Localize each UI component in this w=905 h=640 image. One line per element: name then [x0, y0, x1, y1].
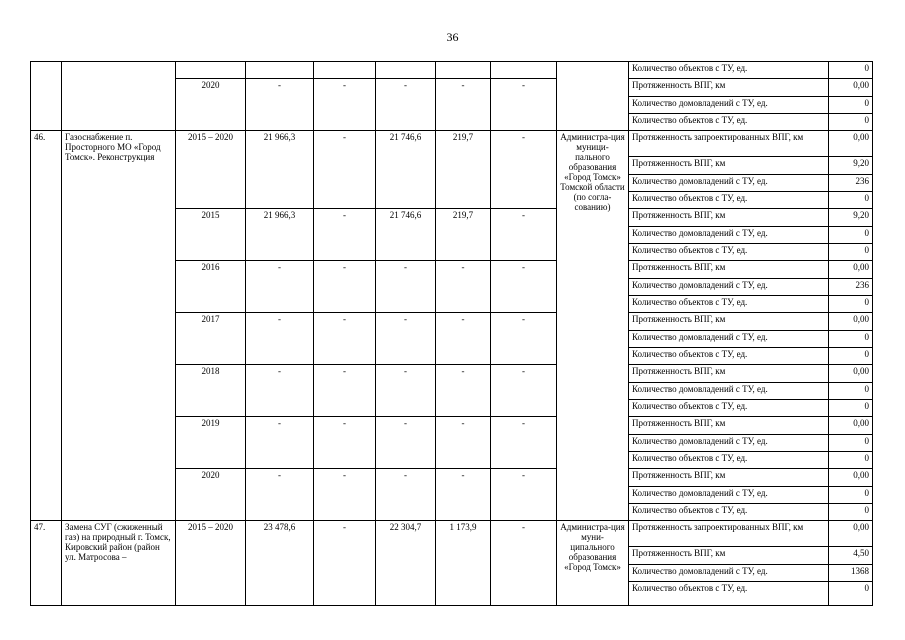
indicator-value: 0	[829, 192, 873, 209]
funding-cell: 219,7	[436, 209, 491, 261]
funding-cell: -	[491, 365, 557, 417]
indicator-label: Протяженность ВПГ, км	[629, 261, 829, 279]
funding-cell: -	[314, 365, 376, 417]
executor-cell: Администра-ция муни-ципального образования «Город Томск»	[557, 521, 629, 606]
funding-cell: -	[376, 79, 436, 131]
indicator-value: 0	[829, 504, 873, 521]
funding-cell: -	[376, 365, 436, 417]
year-cell: 2017	[176, 313, 246, 365]
funding-cell: -	[491, 209, 557, 261]
year-cell: 2020	[176, 469, 246, 521]
indicator-label: Протяженность ВПГ, км	[629, 365, 829, 383]
number-cell	[31, 62, 62, 131]
total-cell: 23 478,6	[246, 521, 314, 606]
year-cell: 2015	[176, 209, 246, 261]
funding-cell: 21 746,6	[376, 209, 436, 261]
funding-cell: -	[376, 313, 436, 365]
funding-cell: -	[491, 79, 557, 131]
funding-cell: -	[314, 313, 376, 365]
indicator-value: 0	[829, 487, 873, 504]
indicator-value: 0,00	[829, 313, 873, 331]
indicator-value: 236	[829, 279, 873, 296]
item-name: Замена СУГ (сжиженный газ) на природный г. Томск, Кировский район (район ул. Матросова –	[62, 521, 176, 606]
indicator-label: Протяженность запроектированных ВПГ, км	[629, 131, 829, 157]
funding-cell: -	[314, 79, 376, 131]
funding-cell: -	[436, 79, 491, 131]
funding-cell: -	[376, 469, 436, 521]
indicator-value: 0,00	[829, 417, 873, 435]
indicator-label: Количество объектов с ТУ, ед.	[629, 348, 829, 365]
year-cell: 2020	[176, 79, 246, 131]
year-cell: 2015 – 2020	[176, 521, 246, 606]
indicator-value: 1368	[829, 565, 873, 582]
total-cell: -	[246, 417, 314, 469]
indicator-value: 0,00	[829, 365, 873, 383]
funding-cell: -	[314, 209, 376, 261]
table-body	[31, 62, 873, 606]
indicator-label: Протяженность ВПГ, км	[629, 79, 829, 97]
indicator-label: Количество домовладений с ТУ, ед.	[629, 175, 829, 192]
indicator-label: Количество домовладений с ТУ, ед.	[629, 435, 829, 452]
funding-cell: -	[491, 131, 557, 209]
indicator-value: 0	[829, 62, 873, 79]
indicator-value: 0,00	[829, 521, 873, 547]
funding-cell	[491, 62, 557, 79]
year-cell: 2019	[176, 417, 246, 469]
total-cell	[246, 62, 314, 79]
indicator-label: Количество объектов с ТУ, ед.	[629, 296, 829, 313]
program-table	[30, 61, 873, 606]
funding-cell: -	[491, 469, 557, 521]
funding-cell: -	[436, 417, 491, 469]
item-number: 47.	[31, 521, 62, 606]
funding-cell: -	[376, 417, 436, 469]
indicator-label: Количество домовладений с ТУ, ед.	[629, 97, 829, 114]
table-row	[31, 521, 873, 547]
table-row	[31, 131, 873, 157]
funding-cell: -	[491, 521, 557, 606]
indicator-label: Протяженность ВПГ, км	[629, 469, 829, 487]
name-cell	[62, 62, 176, 131]
item-name: Газоснабжение п. Просторного МО «Город Томск». Реконструкция	[62, 131, 176, 521]
total-cell: -	[246, 365, 314, 417]
year-cell: 2015 – 2020	[176, 131, 246, 209]
indicator-label: Количество домовладений с ТУ, ед.	[629, 487, 829, 504]
indicator-value: 0	[829, 296, 873, 313]
funding-cell: -	[436, 365, 491, 417]
indicator-value: 0	[829, 452, 873, 469]
funding-cell: -	[491, 313, 557, 365]
total-cell: -	[246, 469, 314, 521]
indicator-label: Протяженность запроектированных ВПГ, км	[629, 521, 829, 547]
indicator-value: 0	[829, 400, 873, 417]
indicator-value: 0	[829, 383, 873, 400]
indicator-value: 0	[829, 227, 873, 244]
indicator-label: Количество домовладений с ТУ, ед.	[629, 227, 829, 244]
funding-cell: -	[314, 469, 376, 521]
total-cell: -	[246, 313, 314, 365]
indicator-label: Количество домовладений с ТУ, ед.	[629, 383, 829, 400]
executor-cell	[557, 62, 629, 131]
indicator-value: 0,00	[829, 261, 873, 279]
funding-cell: 219,7	[436, 131, 491, 209]
funding-cell	[376, 62, 436, 79]
item-number: 46.	[31, 131, 62, 521]
indicator-value: 9,20	[829, 157, 873, 175]
funding-cell: -	[436, 469, 491, 521]
funding-cell: -	[491, 417, 557, 469]
funding-cell: -	[491, 261, 557, 313]
indicator-value: 9,20	[829, 209, 873, 227]
funding-cell: 21 746,6	[376, 131, 436, 209]
indicator-value: 0	[829, 244, 873, 261]
indicator-label: Протяженность ВПГ, км	[629, 209, 829, 227]
indicator-label: Количество домовладений с ТУ, ед.	[629, 279, 829, 296]
indicator-value: 236	[829, 175, 873, 192]
funding-cell: -	[314, 131, 376, 209]
indicator-value: 4,50	[829, 547, 873, 565]
indicator-value: 0,00	[829, 131, 873, 157]
funding-cell: -	[436, 313, 491, 365]
indicator-value: 0	[829, 435, 873, 452]
year-cell: 2018	[176, 365, 246, 417]
funding-cell: -	[376, 261, 436, 313]
indicator-label: Количество объектов с ТУ, ед.	[629, 452, 829, 469]
funding-cell: -	[314, 521, 376, 606]
funding-cell: -	[314, 261, 376, 313]
funding-cell: 1 173,9	[436, 521, 491, 606]
indicator-value: 0,00	[829, 469, 873, 487]
total-cell: -	[246, 261, 314, 313]
indicator-label: Количество объектов с ТУ, ед.	[629, 192, 829, 209]
indicator-value: 0	[829, 331, 873, 348]
indicator-value: 0	[829, 114, 873, 131]
indicator-label: Протяженность ВПГ, км	[629, 547, 829, 565]
indicator-value: 0,00	[829, 79, 873, 97]
indicator-label: Количество объектов с ТУ, ед.	[629, 582, 829, 606]
indicator-label: Количество объектов с ТУ, ед.	[629, 244, 829, 261]
indicator-value: 0	[829, 97, 873, 114]
total-cell: 21 966,3	[246, 131, 314, 209]
total-cell: -	[246, 79, 314, 131]
indicator-value: 0	[829, 348, 873, 365]
indicator-label: Протяженность ВПГ, км	[629, 417, 829, 435]
year-cell: 2016	[176, 261, 246, 313]
indicator-label: Протяженность ВПГ, км	[629, 313, 829, 331]
indicator-label: Количество объектов с ТУ, ед.	[629, 400, 829, 417]
executor-cell: Администра-ция муници-пального образования «Город Томск» Томской области (по согла-сованию)	[557, 131, 629, 521]
table-row	[31, 62, 873, 79]
year-cell	[176, 62, 246, 79]
funding-cell	[436, 62, 491, 79]
funding-cell: 22 304,7	[376, 521, 436, 606]
funding-cell: -	[314, 417, 376, 469]
indicator-value: 0	[829, 582, 873, 606]
funding-cell: -	[436, 261, 491, 313]
indicator-label: Количество объектов с ТУ, ед.	[629, 62, 829, 79]
total-cell: 21 966,3	[246, 209, 314, 261]
indicator-label: Количество объектов с ТУ, ед.	[629, 114, 829, 131]
funding-cell	[314, 62, 376, 79]
page-number: 36	[446, 30, 459, 44]
indicator-label: Протяженность ВПГ, км	[629, 157, 829, 175]
indicator-label: Количество объектов с ТУ, ед.	[629, 504, 829, 521]
indicator-label: Количество домовладений с ТУ, ед.	[629, 331, 829, 348]
indicator-label: Количество домовладений с ТУ, ед.	[629, 565, 829, 582]
